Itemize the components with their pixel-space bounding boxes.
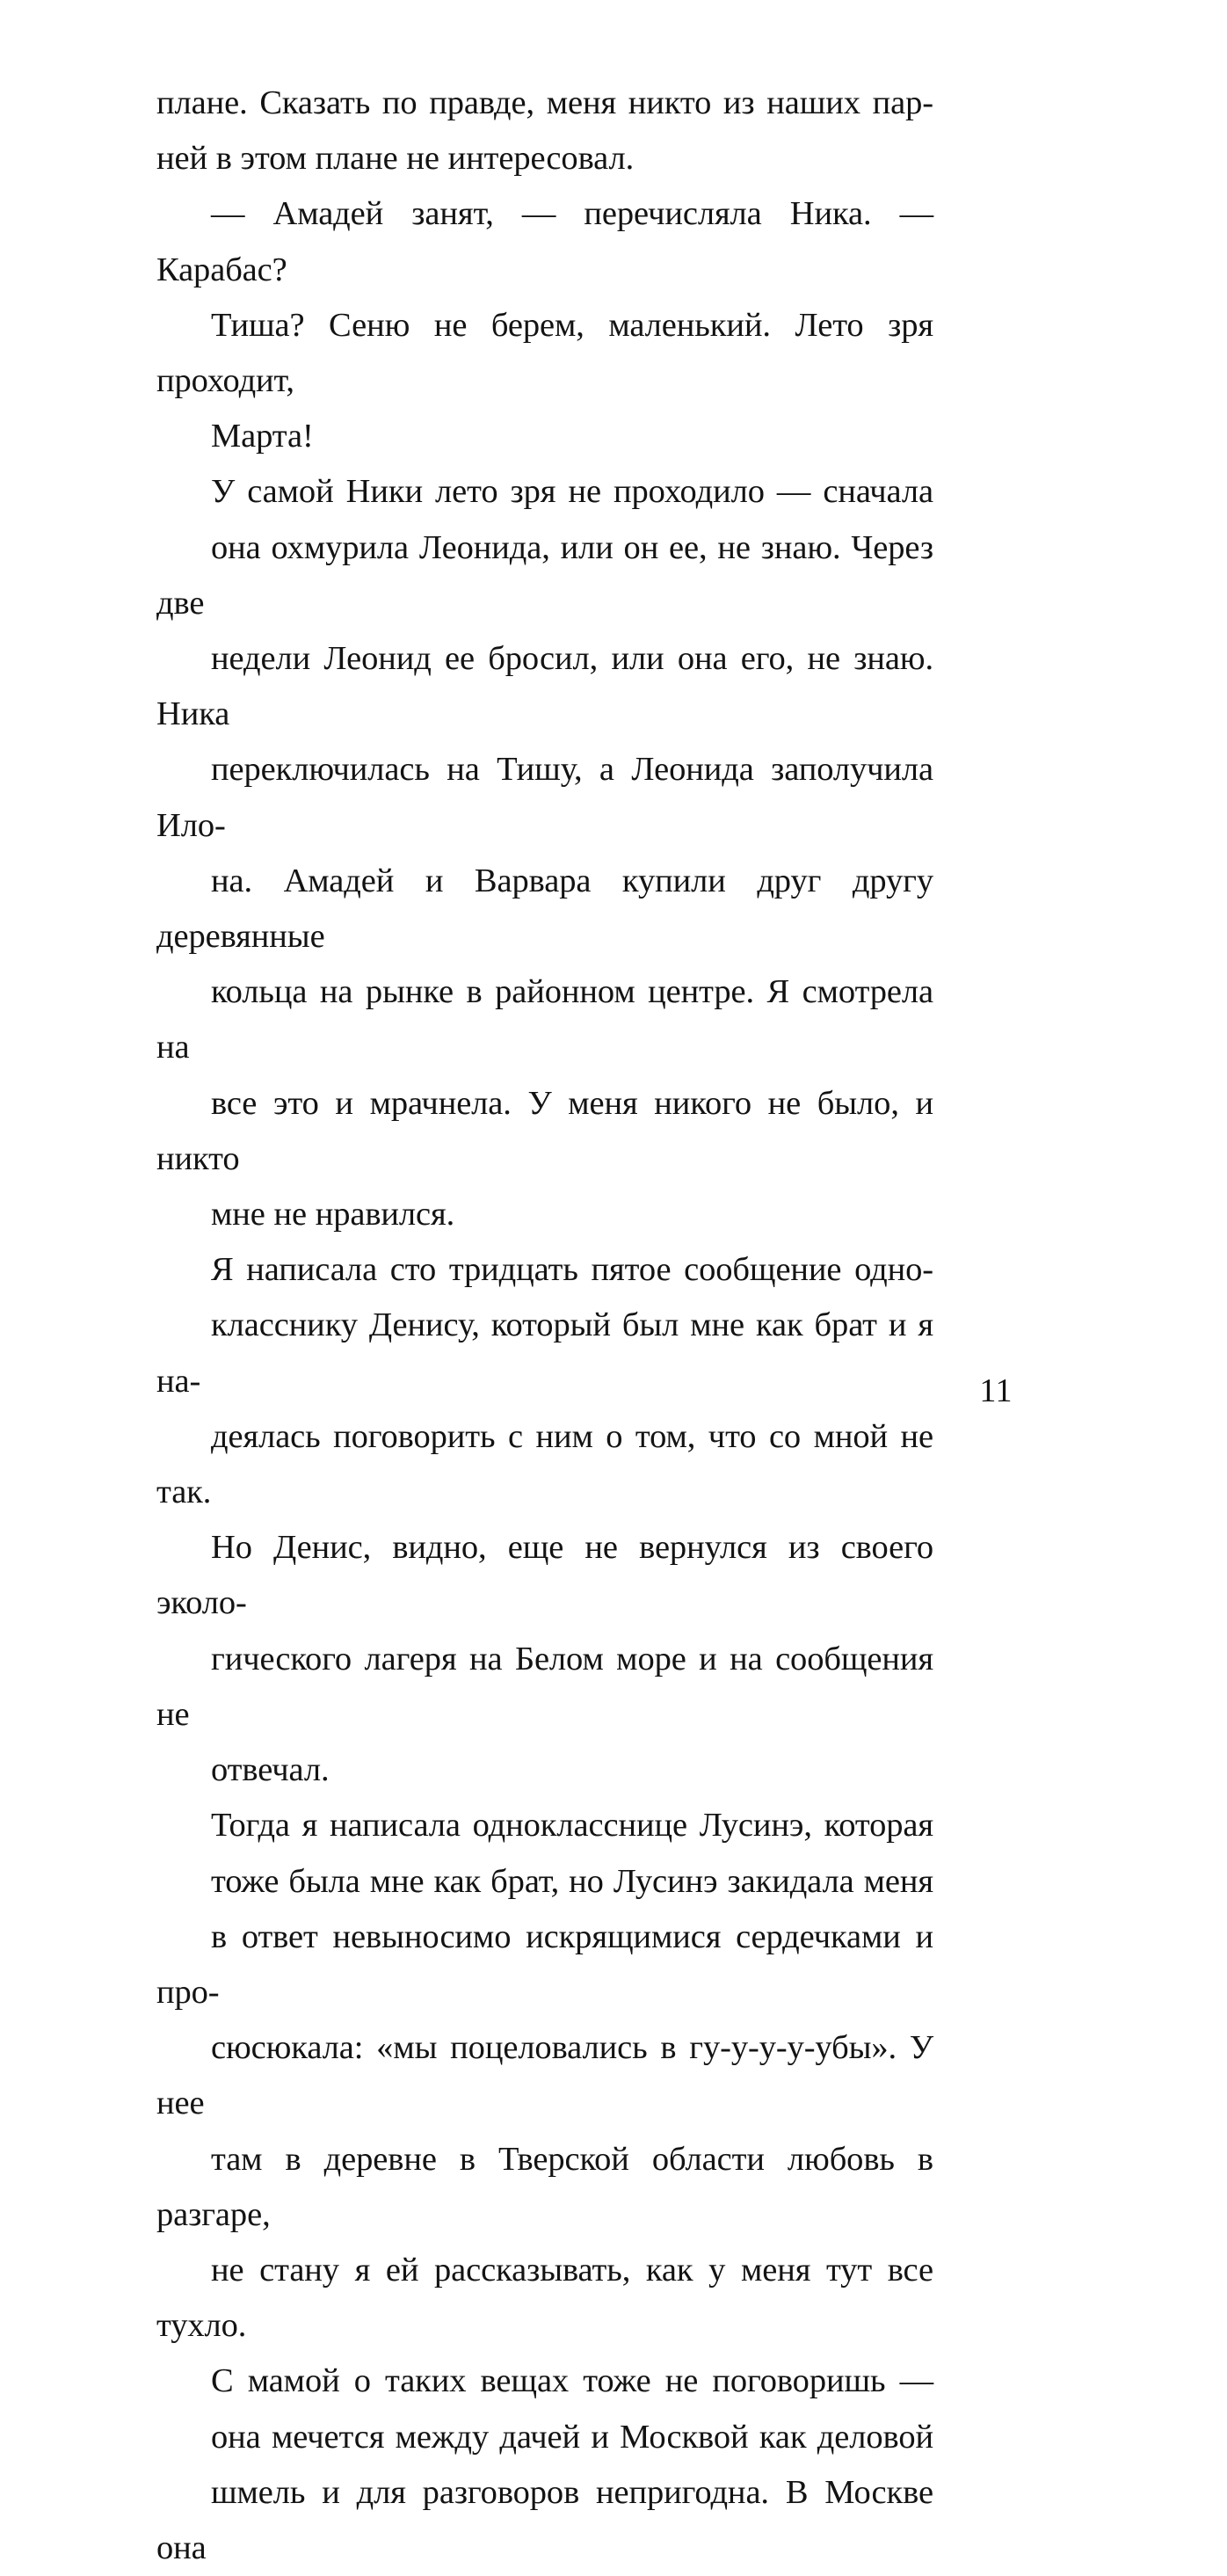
text-line: У самой Ники лето зря не проходило — сначала: [211, 473, 933, 511]
text-line: С мамой о таких вещах тоже не поговоришь —: [211, 2362, 933, 2400]
text-line: Тиша? Сеню не берем, маленький. Лето зря проходит,: [156, 306, 942, 400]
text-line: отвечал.: [211, 1751, 330, 1789]
paragraph: [156, 464, 942, 1242]
text-line: тоже была мне как брат, но Лусинэ закидала меня: [211, 1862, 933, 1900]
text-line: там в деревне в Тверской области любовь в разгаре,: [156, 2140, 942, 2233]
text-line: сюсюкала: «мы поцеловались в гу-у-у-у-убы». У нее: [156, 2029, 942, 2122]
paragraph: [156, 1798, 942, 2354]
text-line: кольца на рынке в районном центре. Я смотрела на: [156, 973, 942, 1066]
text-line: все это и мрачнела. У меня никого не было, и никто: [156, 1084, 942, 1177]
text-line: недели Леонид ее бросил, или она его, не знаю. Ника: [156, 640, 942, 733]
text-line: Марта!: [211, 418, 314, 455]
text-line: Но Денис, видно, еще не вернулся из своего эколо-: [156, 1529, 942, 1622]
paragraph: [156, 1242, 942, 1798]
paragraph: [156, 76, 933, 186]
text-line: деялась поговорить с ним о том, что со мной не так.: [156, 1417, 942, 1511]
text-line: на. Амадей и Варвара купили друг другу деревянные: [156, 862, 942, 956]
text-line: гического лагеря на Белом море и на сообщения не: [156, 1640, 942, 1733]
page-number: 11: [979, 1372, 1013, 1409]
text-line: переключилась на Тишу, а Леонида заполучила Ило-: [156, 751, 942, 844]
text-line: она мечется между дачей и Москвой как деловой: [211, 2418, 933, 2456]
text-line: Тогда я написала однокласснице Лусинэ, которая: [211, 1807, 933, 1845]
page-text-block: [156, 76, 942, 2576]
text-line: не стану я ей рассказывать, как у меня тут все тухло.: [156, 2251, 942, 2345]
text-line: плане. Сказать по правде, меня никто из наших пар-: [156, 84, 933, 121]
paragraph: [156, 186, 942, 464]
paragraph: [156, 2354, 942, 2576]
text-line: Я написала сто тридцать пятое сообщение одно-: [211, 1251, 933, 1289]
text-line: — Амадей занят, — перечисляла Ника. — Карабас?: [156, 195, 942, 288]
text-line: шмель и для разговоров непригодна. В Москве она: [156, 2473, 942, 2566]
text-line: класснику Денису, который был мне как брат и я на-: [156, 1306, 942, 1400]
text-line: она охмурила Леонида, или он ее, не знаю. Через две: [156, 528, 942, 622]
text-line: в ответ невыносимо искрящимися сердечками и про-: [156, 1917, 942, 2011]
text-line: мне не нравился.: [211, 1196, 455, 1233]
text-line: ней в этом плане не интересовал.: [156, 140, 635, 178]
